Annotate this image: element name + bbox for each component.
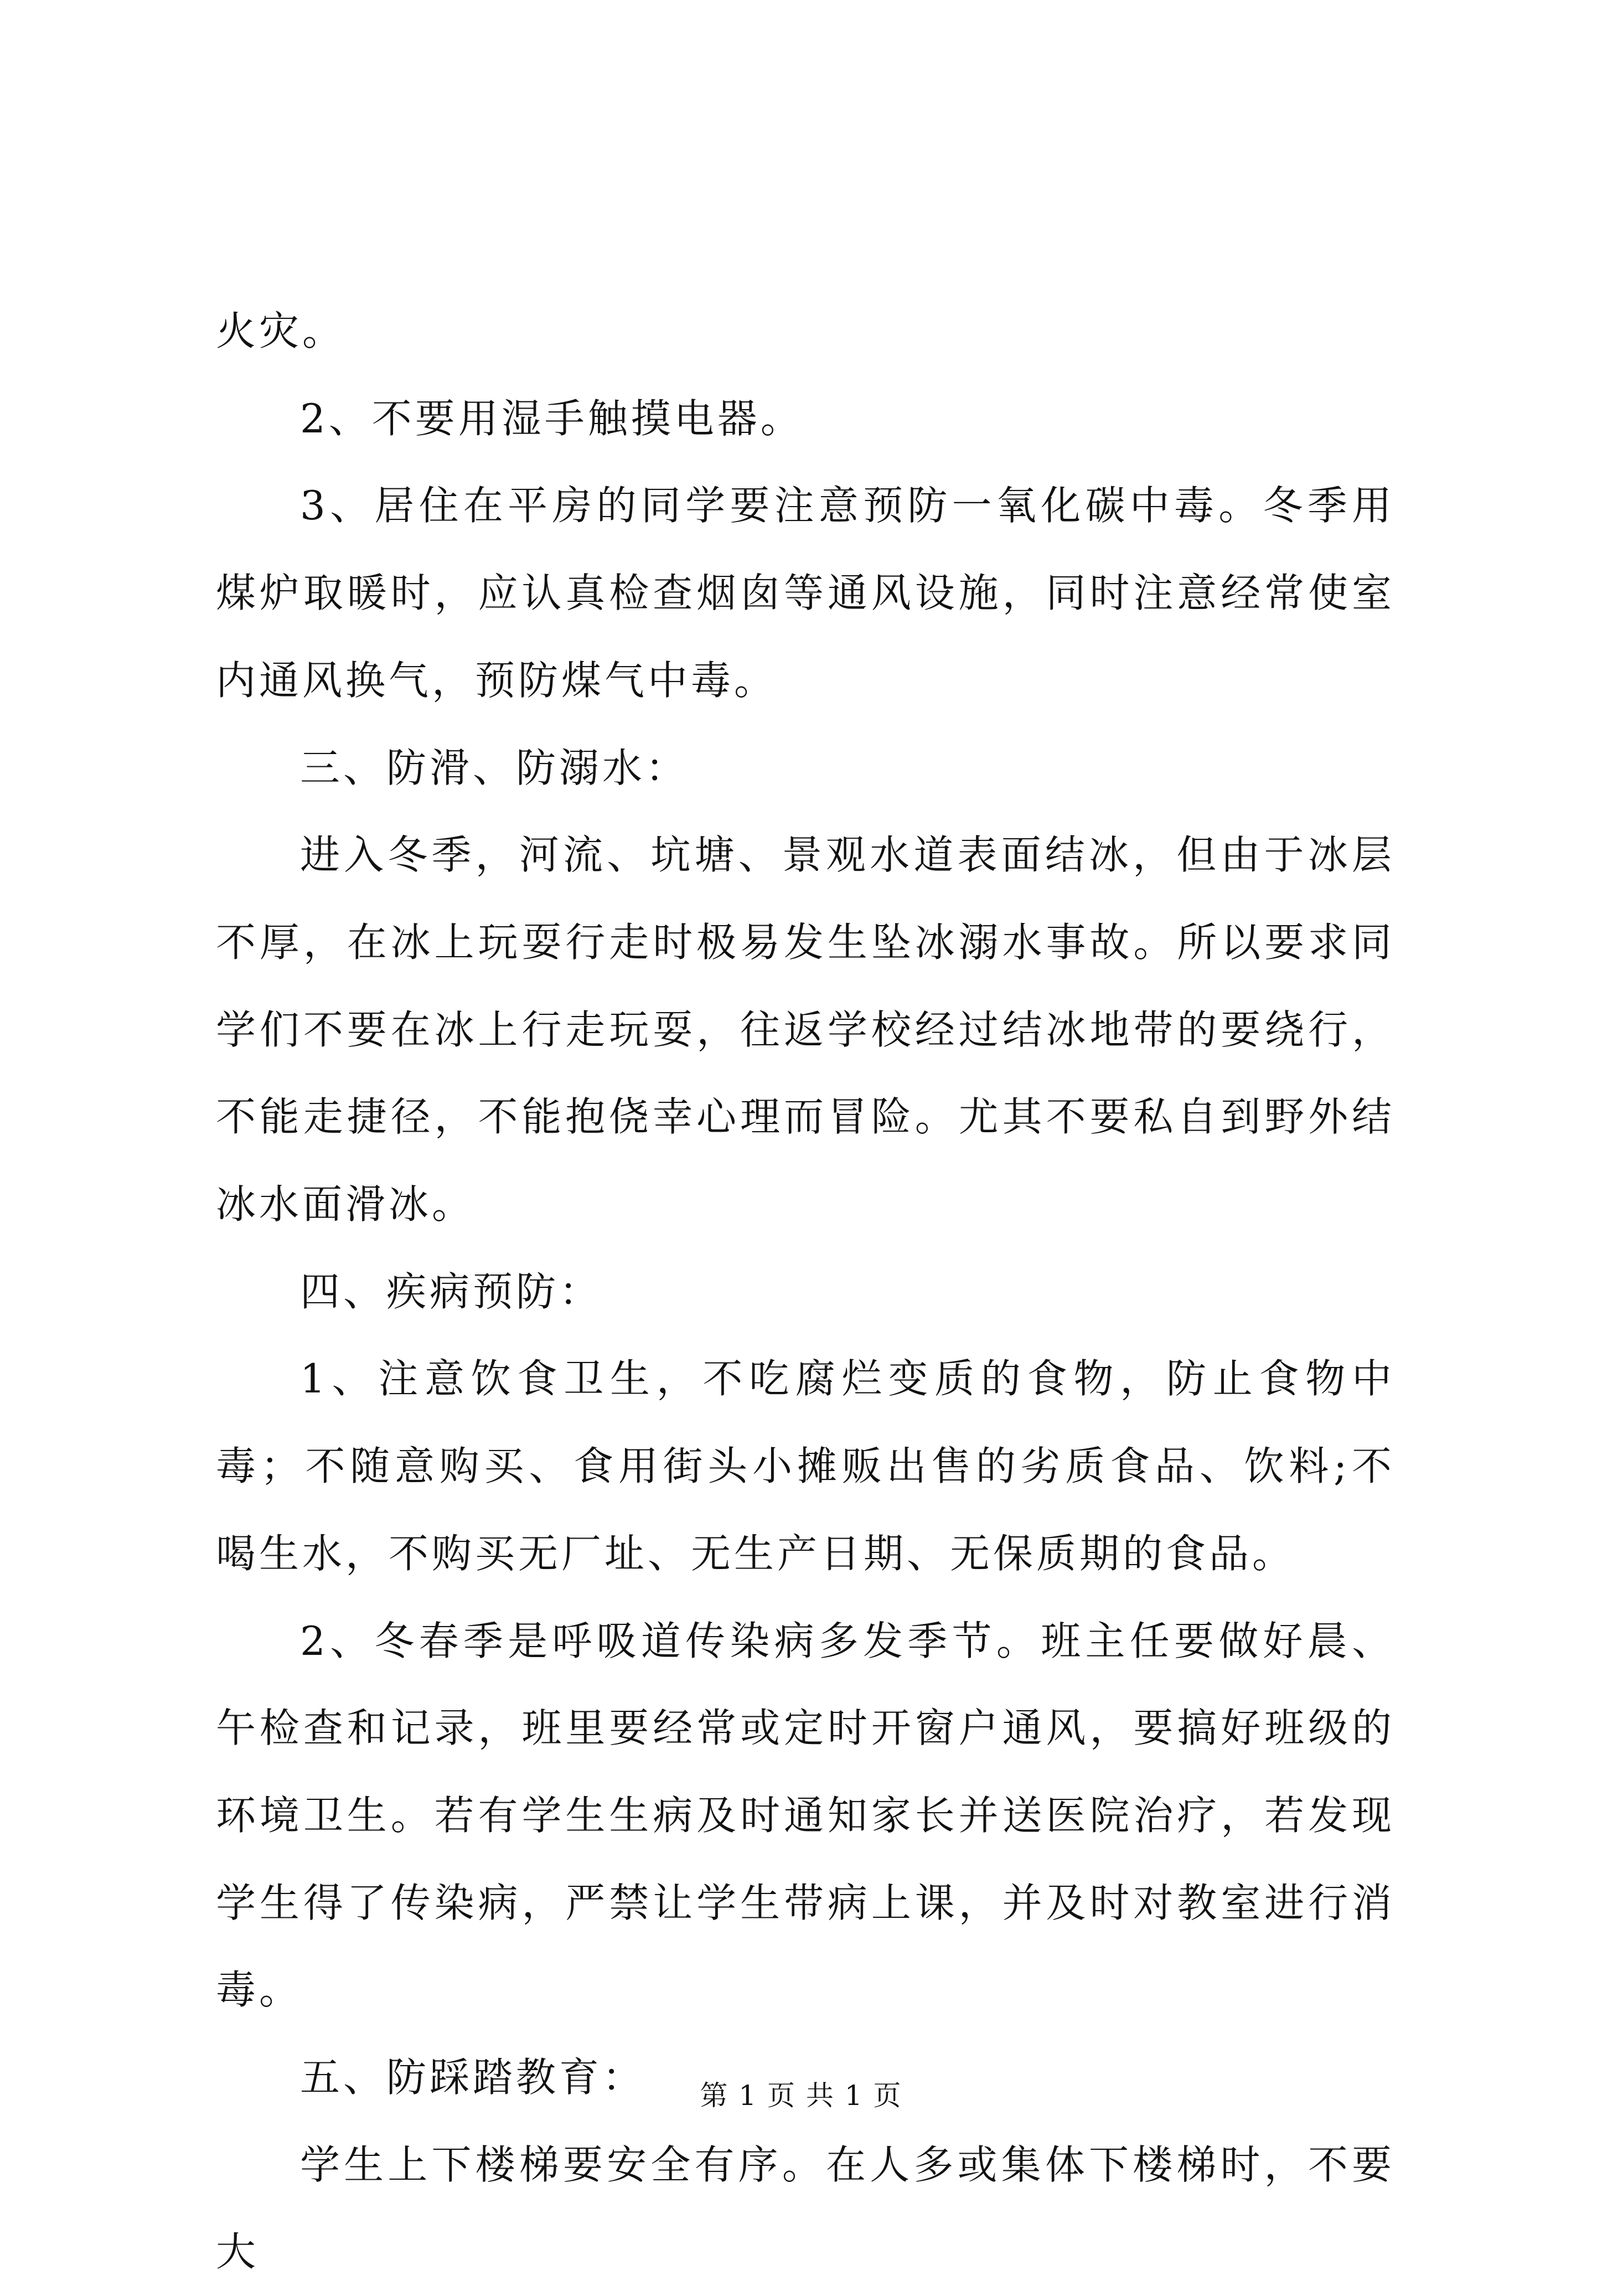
paragraph-3: 3、居住在平房的同学要注意预防一氧化碳中毒。冬季用煤炉取暖时，应认真检查烟囱等通风设施，同时注意经常使室内通风换气，预防煤气中毒。 <box>216 482 1395 704</box>
section-heading-anti-stampede: 五、防踩踏教育： <box>300 2054 646 2101</box>
section-heading-anti-slip: 三、防滑、防溺水： <box>300 744 689 791</box>
document-body <box>216 288 1395 2296</box>
paragraph-ice-safety: 进入冬季，河流、坑塘、景观水道表面结冰，但由于冰层不厚，在冰上玩耍行走时极易发生坠冰溺水事故。所以要求同学们不要在冰上行走玩耍，往返学校经过结冰地带的要绕行，不能走捷径，不能抱侥幸心理而冒险。尤其不要私自到野外结冰水面滑冰。 <box>216 832 1395 1228</box>
paragraph-stairs: 学生上下楼梯要安全有序。在人多或集体下楼梯时，不要大 <box>216 2141 1395 2276</box>
paragraph-1: 火灾。 <box>216 308 346 354</box>
page-footer: 第 1 页 共 1 页 <box>700 2080 902 2112</box>
paragraph-respiratory-disease: 2、冬春季是呼吸道传染病多发季节。班主任要做好晨、午检查和记录，班里要经常或定时开窗户通风，要搞好班级的环境卫生。若有学生生病及时通知家长并送医院治疗，若发现学生得了传染病，严禁让学生带病上课，并及时对教室进行消毒。 <box>216 1617 1395 2014</box>
section-heading-disease-prevention: 四、疾病预防： <box>300 1268 603 1315</box>
paragraph-food-safety: 1、注意饮食卫生，不吃腐烂变质的食物，防止食物中毒；不随意购买、食用街头小摊贩出售的劣质食品、饮料;不喝生水，不购买无厂址、无生产日期、无保质期的食品。 <box>216 1355 1395 1577</box>
paragraph-2: 2、不要用湿手触摸电器。 <box>300 395 804 442</box>
